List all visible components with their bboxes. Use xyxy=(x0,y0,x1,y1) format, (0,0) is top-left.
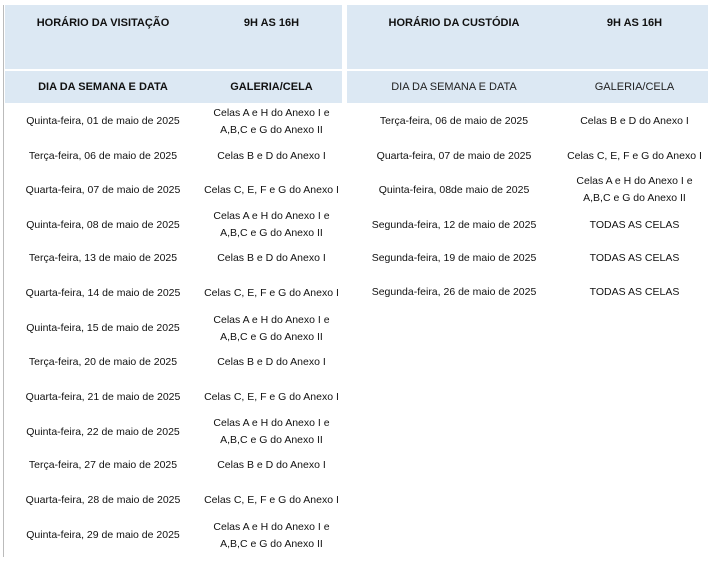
row-gallery: Celas A e H do Anexo I e A,B,C e G do Anexo II xyxy=(213,210,330,239)
visitation-col-date: DIA DA SEMANA E DATA xyxy=(38,81,168,93)
visitation-column-headers xyxy=(5,69,342,103)
table-row xyxy=(5,103,342,140)
row-gallery: Celas A e H do Anexo I e A,B,C e G do Anexo II xyxy=(213,106,330,136)
row-gallery: Celas B e D do Anexo I xyxy=(217,149,326,162)
custody-column-headers xyxy=(347,69,708,103)
row-date: Quinta-feira, 01 de maio de 2025 xyxy=(26,115,180,127)
row-date: Quarta-feira, 21 de maio de 2025 xyxy=(25,390,181,403)
row-date: Segunda-feira, 12 de maio de 2025 xyxy=(371,218,537,231)
custody-hours: 9H AS 16H xyxy=(606,17,663,29)
custody-col-gallery: GALERIA/CELA xyxy=(594,81,675,93)
table-row xyxy=(5,379,342,415)
visitation-rows xyxy=(5,103,342,553)
table-row xyxy=(5,311,342,346)
visitation-table xyxy=(5,5,342,553)
page-left-border xyxy=(3,5,4,557)
row-gallery: Celas A e H do Anexo I e A,B,C e G do Anexo II xyxy=(576,175,693,204)
row-date: Terça-feira, 27 de maio de 2025 xyxy=(28,459,178,471)
table-row xyxy=(5,449,342,482)
row-date: Quarta-feira, 14 de maio de 2025 xyxy=(25,286,181,299)
table-row xyxy=(5,518,342,553)
table-row xyxy=(5,208,342,242)
table-row xyxy=(347,208,708,242)
table-row xyxy=(347,140,708,172)
table-row xyxy=(5,140,342,172)
row-gallery: Celas B e D do Anexo I xyxy=(217,356,326,368)
row-gallery: Celas B e D do Anexo I xyxy=(217,252,326,264)
row-gallery: Celas C, E, F e G do Anexo I xyxy=(204,183,339,196)
row-date: Terça-feira, 20 de maio de 2025 xyxy=(28,356,178,368)
row-gallery: TODAS AS CELAS xyxy=(589,285,680,298)
custody-col-date: DIA DA SEMANA E DATA xyxy=(391,81,517,93)
row-date: Quinta-feira, 15 de maio de 2025 xyxy=(26,322,180,334)
row-gallery: TODAS AS CELAS xyxy=(589,252,680,264)
row-gallery: Celas A e H do Anexo I e A,B,C e G do Anexo II xyxy=(213,520,330,550)
row-gallery: Celas B e D do Anexo I xyxy=(217,459,326,471)
row-gallery: Celas B e D do Anexo I xyxy=(580,115,689,127)
row-date: Quinta-feira, 08de maio de 2025 xyxy=(378,183,530,196)
table-row xyxy=(347,172,708,208)
table-row xyxy=(347,275,708,309)
visitation-header xyxy=(5,5,342,69)
row-date: Quarta-feira, 07 de maio de 2025 xyxy=(376,149,532,162)
table-row xyxy=(5,415,342,449)
row-date: Quarta-feira, 07 de maio de 2025 xyxy=(25,183,181,196)
table-row xyxy=(5,242,342,275)
row-date: Segunda-feira, 19 de maio de 2025 xyxy=(371,252,537,264)
visitation-title: HORÁRIO DA VISITAÇÃO xyxy=(36,17,170,29)
row-gallery: TODAS AS CELAS xyxy=(589,218,680,231)
custody-rows xyxy=(347,103,708,309)
custody-table xyxy=(347,5,708,309)
row-date: Segunda-feira, 26 de maio de 2025 xyxy=(371,285,537,298)
table-row xyxy=(5,172,342,208)
table-row xyxy=(5,482,342,518)
table-row xyxy=(347,103,708,140)
custody-header xyxy=(347,5,708,69)
visitation-col-gallery: GALERIA/CELA xyxy=(230,81,313,93)
row-date: Quarta-feira, 28 de maio de 2025 xyxy=(25,493,181,506)
row-gallery: Celas A e H do Anexo I e A,B,C e G do Anexo II xyxy=(213,417,330,446)
row-gallery: Celas C, E, F e G do Anexo I xyxy=(204,390,339,403)
row-date: Terça-feira, 13 de maio de 2025 xyxy=(28,252,178,264)
row-gallery: Celas C, E, F e G do Anexo I xyxy=(204,493,339,506)
row-gallery: Celas A e H do Anexo I e A,B,C e G do Anexo II xyxy=(213,313,330,343)
row-gallery: Celas C, E, F e G do Anexo I xyxy=(204,286,339,299)
row-gallery: Celas C, E, F e G do Anexo I xyxy=(567,149,702,162)
visitation-hours: 9H AS 16H xyxy=(243,17,300,29)
row-date: Quinta-feira, 22 de maio de 2025 xyxy=(26,425,180,438)
row-date: Quinta-feira, 08 de maio de 2025 xyxy=(26,218,180,231)
table-row xyxy=(5,346,342,379)
row-date: Terça-feira, 06 de maio de 2025 xyxy=(28,149,178,162)
row-date: Terça-feira, 06 de maio de 2025 xyxy=(379,115,529,127)
row-date: Quinta-feira, 29 de maio de 2025 xyxy=(26,529,180,541)
table-row xyxy=(5,275,342,311)
table-row xyxy=(347,242,708,275)
custody-title: HORÁRIO DA CUSTÓDIA xyxy=(388,17,520,29)
